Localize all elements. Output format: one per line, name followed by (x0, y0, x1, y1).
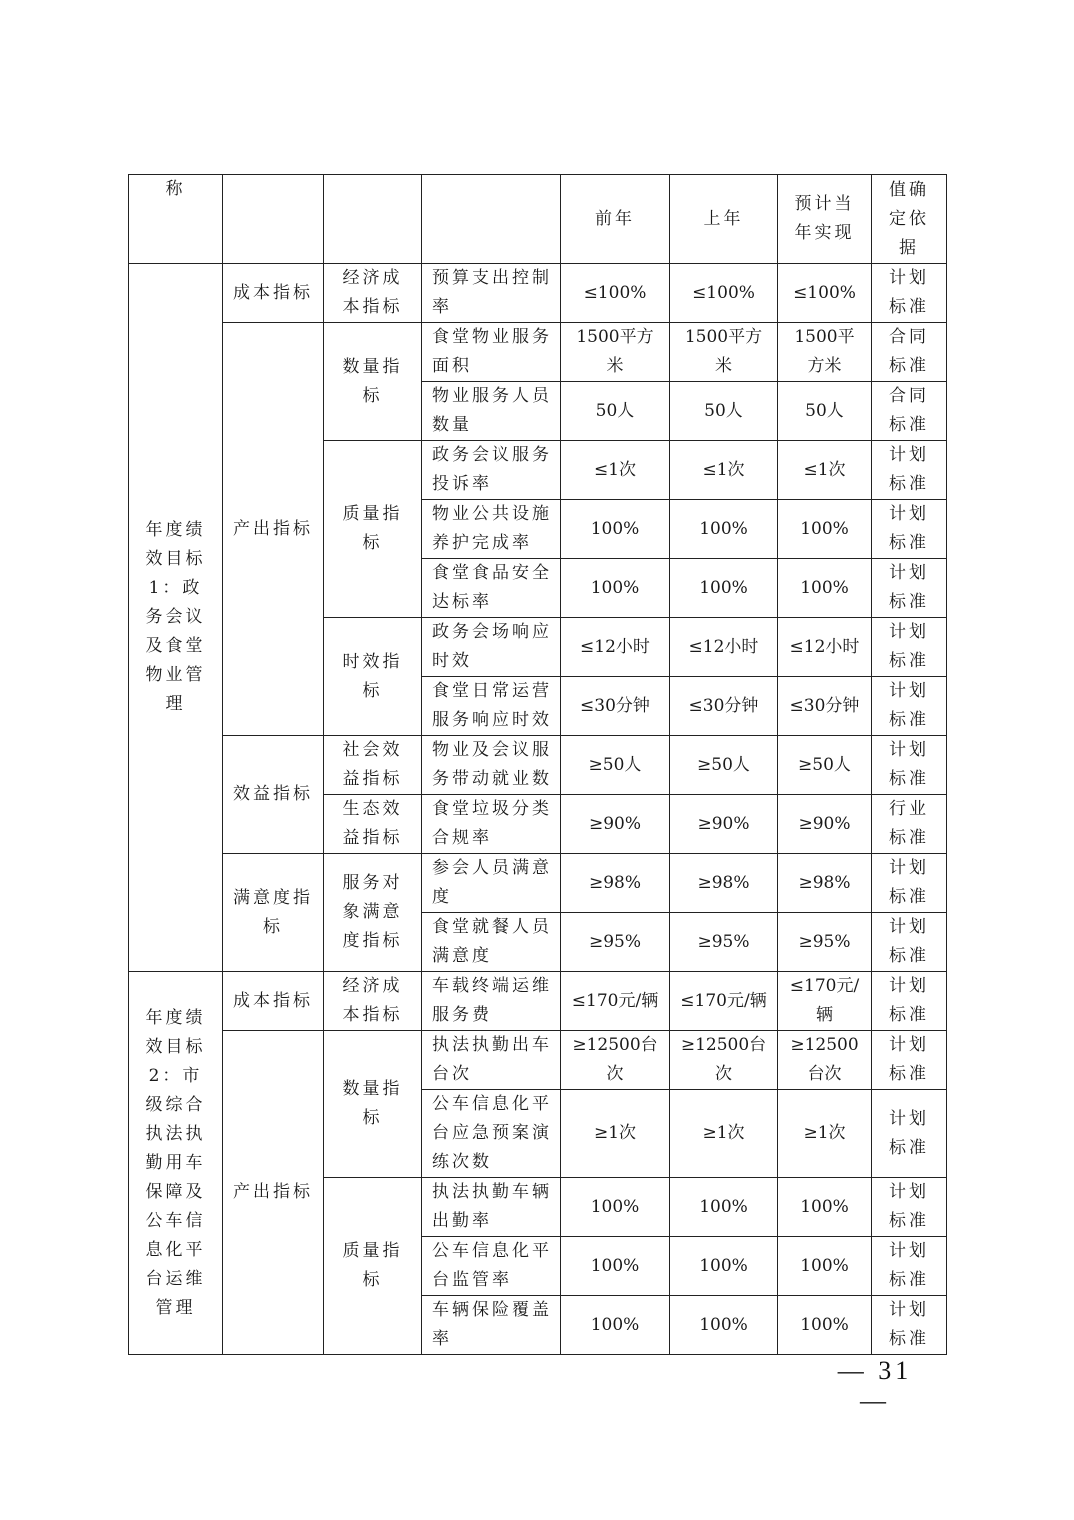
level1-indicator: 产出指标 (223, 323, 324, 736)
basis-value: 计划标准 (872, 1090, 947, 1178)
prev-year-value: 100% (561, 1178, 670, 1237)
prev-year-value: 100% (561, 559, 670, 618)
expected-value: 50人 (778, 382, 872, 441)
last-year-value: ≤30分钟 (670, 677, 778, 736)
prev-year-value: ≤170元/辆 (561, 972, 670, 1031)
basis-value: 计划标准 (872, 559, 947, 618)
header-last-year: 上年 (670, 175, 778, 264)
level2-indicator: 经济成本指标 (324, 972, 422, 1031)
last-year-value: ≤170元/辆 (670, 972, 778, 1031)
prev-year-value: ≤12小时 (561, 618, 670, 677)
indicator-name: 物业公共设施养护完成率 (422, 500, 561, 559)
performance-indicator-table (128, 174, 947, 1355)
prev-year-value: 50人 (561, 382, 670, 441)
level2-indicator: 时效指标 (324, 618, 422, 736)
expected-value: ≥98% (778, 854, 872, 913)
basis-value: 计划标准 (872, 854, 947, 913)
level2-indicator: 数量指标 (324, 323, 422, 441)
indicator-name: 政务会议服务投诉率 (422, 441, 561, 500)
last-year-value: 100% (670, 1178, 778, 1237)
indicator-name: 食堂就餐人员满意度 (422, 913, 561, 972)
level2-indicator: 数量指标 (324, 1031, 422, 1178)
header-row (129, 175, 947, 264)
expected-value: ≥12500台次 (778, 1031, 872, 1090)
last-year-value: 50人 (670, 382, 778, 441)
prev-year-value: 100% (561, 1296, 670, 1355)
basis-value: 计划标准 (872, 264, 947, 323)
table-row (129, 264, 947, 323)
basis-value: 计划标准 (872, 677, 947, 736)
level2-indicator: 生态效益指标 (324, 795, 422, 854)
indicator-name: 食堂垃圾分类合规率 (422, 795, 561, 854)
level1-indicator: 成本指标 (223, 264, 324, 323)
basis-value: 计划标准 (872, 1031, 947, 1090)
last-year-value: ≥50人 (670, 736, 778, 795)
indicator-name: 车辆保险覆盖率 (422, 1296, 561, 1355)
expected-value: 100% (778, 1237, 872, 1296)
expected-value: ≤12小时 (778, 618, 872, 677)
basis-value: 计划标准 (872, 1296, 947, 1355)
last-year-value: ≥98% (670, 854, 778, 913)
level1-indicator: 成本指标 (223, 972, 324, 1031)
expected-value: 100% (778, 1296, 872, 1355)
basis-value: 计划标准 (872, 1178, 947, 1237)
last-year-value: 100% (670, 1237, 778, 1296)
last-year-value: ≥1次 (670, 1090, 778, 1178)
indicator-name: 公车信息化平台应急预案演练次数 (422, 1090, 561, 1178)
basis-value: 计划标准 (872, 618, 947, 677)
expected-value: ≤170元/辆 (778, 972, 872, 1031)
header-name-continued: 称 (129, 175, 223, 264)
expected-value: ≥50人 (778, 736, 872, 795)
table-row (129, 736, 947, 795)
expected-value: ≤1次 (778, 441, 872, 500)
expected-value: ≥95% (778, 913, 872, 972)
last-year-value: ≤1次 (670, 441, 778, 500)
goal-label: 年度绩效目标2：市级综合执法执勤用车保障及公车信息化平台运维管理 (129, 972, 223, 1355)
indicator-name: 食堂日常运营服务响应时效 (422, 677, 561, 736)
expected-value: ≤30分钟 (778, 677, 872, 736)
prev-year-value: 1500平方米 (561, 323, 670, 382)
table-row (129, 972, 947, 1031)
expected-value: ≥1次 (778, 1090, 872, 1178)
indicator-name: 物业及会议服务带动就业数 (422, 736, 561, 795)
basis-value: 合同标准 (872, 382, 947, 441)
header-expected: 预计当年实现 (778, 175, 872, 264)
table-row (129, 323, 947, 382)
header-empty-cell (422, 175, 561, 264)
basis-value: 计划标准 (872, 500, 947, 559)
indicator-name: 执法执勤车辆出勤率 (422, 1178, 561, 1237)
basis-value: 合同标准 (872, 323, 947, 382)
indicator-name: 食堂物业服务面积 (422, 323, 561, 382)
expected-value: ≤100% (778, 264, 872, 323)
prev-year-value: ≤30分钟 (561, 677, 670, 736)
last-year-value: ≤12小时 (670, 618, 778, 677)
prev-year-value: ≥90% (561, 795, 670, 854)
prev-year-value: ≥95% (561, 913, 670, 972)
level1-indicator: 效益指标 (223, 736, 324, 854)
last-year-value: ≥12500台次 (670, 1031, 778, 1090)
table-row (129, 854, 947, 913)
last-year-value: 100% (670, 1296, 778, 1355)
last-year-value: ≤100% (670, 264, 778, 323)
goal-label: 年度绩效目标1：政务会议及食堂物业管理 (129, 264, 223, 972)
basis-value: 计划标准 (872, 913, 947, 972)
last-year-value: 100% (670, 559, 778, 618)
basis-value: 计划标准 (872, 1237, 947, 1296)
basis-value: 计划标准 (872, 736, 947, 795)
basis-value: 行业标准 (872, 795, 947, 854)
last-year-value: ≥95% (670, 913, 778, 972)
prev-year-value: ≥50人 (561, 736, 670, 795)
prev-year-value: ≥98% (561, 854, 670, 913)
table-row (129, 1031, 947, 1090)
level2-indicator: 社会效益指标 (324, 736, 422, 795)
level1-indicator: 满意度指标 (223, 854, 324, 972)
level1-indicator: 产出指标 (223, 1031, 324, 1355)
header-prev-year: 前年 (561, 175, 670, 264)
level2-indicator: 服务对象满意度指标 (324, 854, 422, 972)
expected-value: 1500平方米 (778, 323, 872, 382)
indicator-name: 车载终端运维服务费 (422, 972, 561, 1031)
header-empty-cell (324, 175, 422, 264)
expected-value: 100% (778, 500, 872, 559)
page-number: — 31 — (837, 1356, 913, 1415)
expected-value: 100% (778, 559, 872, 618)
prev-year-value: ≥1次 (561, 1090, 670, 1178)
level2-indicator: 质量指标 (324, 1178, 422, 1355)
header-basis: 值确定依据 (872, 175, 947, 264)
last-year-value: 1500平方米 (670, 323, 778, 382)
prev-year-value: ≤1次 (561, 441, 670, 500)
prev-year-value: ≥12500台次 (561, 1031, 670, 1090)
indicator-name: 物业服务人员数量 (422, 382, 561, 441)
prev-year-value: 100% (561, 500, 670, 559)
indicator-name: 公车信息化平台监管率 (422, 1237, 561, 1296)
basis-value: 计划标准 (872, 441, 947, 500)
expected-value: 100% (778, 1178, 872, 1237)
prev-year-value: ≤100% (561, 264, 670, 323)
indicator-name: 食堂食品安全达标率 (422, 559, 561, 618)
basis-value: 计划标准 (872, 972, 947, 1031)
level2-indicator: 质量指标 (324, 441, 422, 618)
last-year-value: 100% (670, 500, 778, 559)
prev-year-value: 100% (561, 1237, 670, 1296)
last-year-value: ≥90% (670, 795, 778, 854)
expected-value: ≥90% (778, 795, 872, 854)
indicator-name: 参会人员满意度 (422, 854, 561, 913)
level2-indicator: 经济成本指标 (324, 264, 422, 323)
indicator-name: 政务会场响应时效 (422, 618, 561, 677)
header-empty-cell (223, 175, 324, 264)
indicator-name: 执法执勤出车台次 (422, 1031, 561, 1090)
indicator-name: 预算支出控制率 (422, 264, 561, 323)
